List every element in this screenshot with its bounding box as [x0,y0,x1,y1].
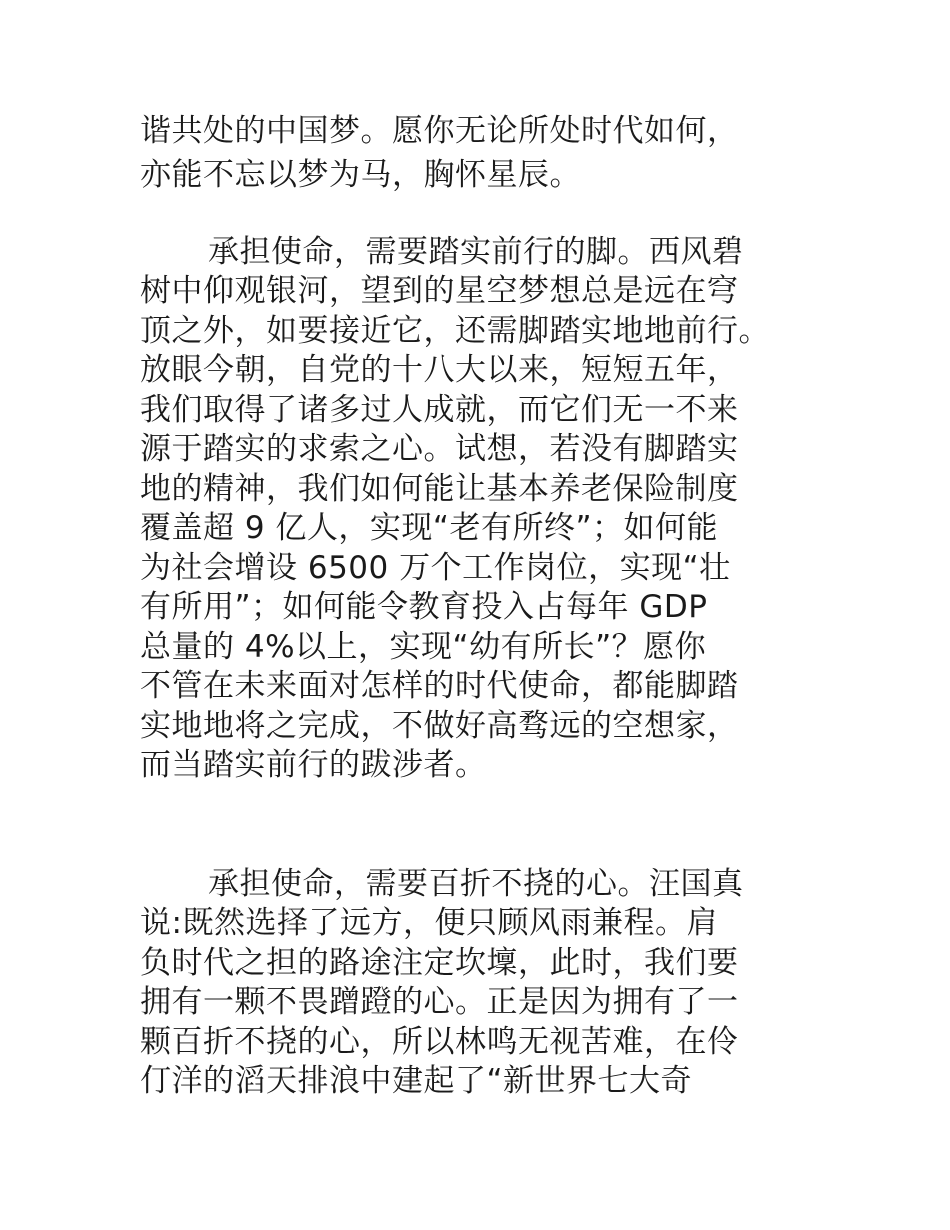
paragraph-2-line-2: 树中仰观银河，望到的星空梦想总是远在穹 [140,273,739,309]
paragraph-2-line-6: 源于踏实的求索之心。试想，若没有脚踏实 [140,431,739,467]
paragraph-3-line-2: 说:既然选择了远方，便只顾风雨兼程。肩 [140,905,718,941]
paragraph-3-line-6: 仃洋的滔天排浪中建起了“新世界七大奇 [140,1063,693,1099]
paragraph-1-line-1: 谐共处的中国梦。愿你无论所处时代如何， [140,113,739,149]
paragraph-2-line-9: 为社会增设 6500 万个工作岗位，实现“壮 [140,550,731,586]
paragraph-3-line-1: 承担使命，需要百折不挠的心。汪国真 [208,866,744,902]
paragraph-2-line-5: 我们取得了诸多过人成就，而它们无一不来 [140,392,739,428]
paragraph-2-line-3: 顶之外，如要接近它，还需脚踏实地地前行。 [140,313,770,349]
paragraph-2-line-14: 而当踏实前行的跋涉者。 [140,747,487,783]
paragraph-2-line-7: 地的精神，我们如何能让基本养老保险制度 [140,471,739,507]
paragraph-2-line-12: 不管在未来面对怎样的时代使命，都能脚踏 [140,668,739,704]
paragraph-2-line-8: 覆盖超 9 亿人，实现“老有所终”；如何能 [140,510,719,546]
paragraph-3-line-5: 颗百折不挠的心，所以林鸣无视苦难，在伶 [140,1024,739,1060]
paragraph-1-line-2: 亦能不忘以梦为马，胸怀星辰。 [140,157,581,193]
paragraph-3-line-4: 拥有一颗不畏蹭蹬的心。正是因为拥有了一 [140,984,739,1020]
paragraph-2-line-1: 承担使命，需要踏实前行的脚。西风碧 [208,234,744,270]
paragraph-2-line-11: 总量的 4%以上，实现“幼有所长”？愿你 [140,629,707,665]
paragraph-2-line-4: 放眼今朝，自党的十八大以来，短短五年， [140,352,739,388]
paragraph-2-line-13: 实地地将之完成，不做好高骛远的空想家， [140,708,739,744]
paragraph-2-line-10: 有所用”；如何能令教育投入占每年 GDP [140,589,708,625]
paragraph-3-line-3: 负时代之担的路途注定坎壈，此时，我们要 [140,945,739,981]
